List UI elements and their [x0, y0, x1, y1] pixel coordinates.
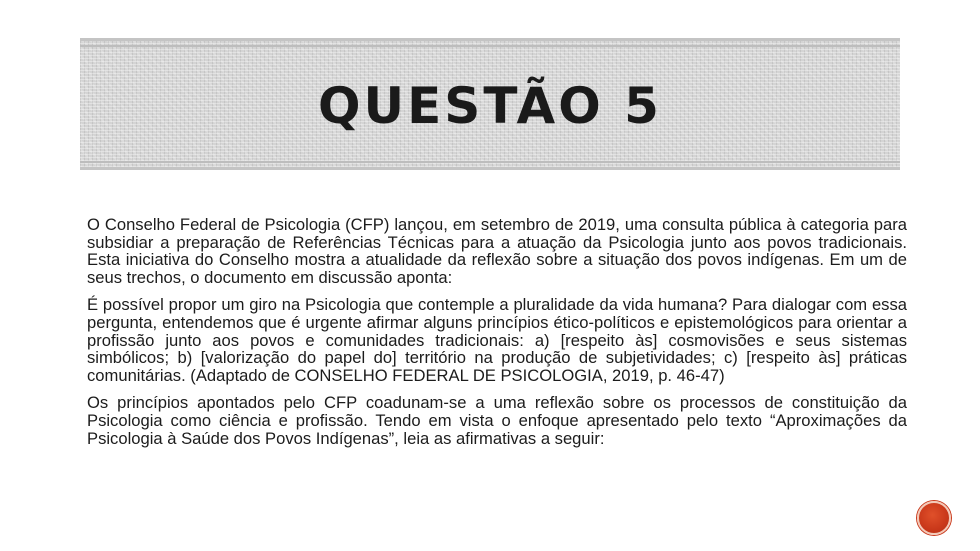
paragraph-instruction: Os princípios apontados pelo CFP coadunam-se a uma reflexão sobre os processos de constituição da Psicologia como ciência e profissão. Tendo em vista o enfoque apresentado pelo texto “Aproximações da Psicologia à Saúde dos Povos Indígenas”, leia as afirmativas a seguir:	[87, 393, 907, 448]
paragraph-quote: É possível propor um giro na Psicologia que contemple a pluralidade da vida humana? Para dialogar com essa pergunta, entendemos que é urgente afirmar alguns princípios ético-políticos e epistemológicos para orientar a profissão junto aos povos e comunidades tradicionais: a) [respeito às] cosmovisões e seus sistemas simbólicos; b) [valorização do papel do] território na produção de subjetividades; c) [respeito às] práticas comunitárias. (Adaptado de CONSELHO FEDERAL DE PSICOLOGIA, 2019, p. 46-47)	[87, 295, 907, 385]
slide-title: QUESTÃO 5	[318, 77, 662, 135]
slide-nav-circle-button[interactable]	[917, 501, 951, 535]
paragraph-intro: O Conselho Federal de Psicologia (CFP) lançou, em setembro de 2019, uma consulta pública à categoria para subsidiar a preparação de Referências Técnicas para a atuação da Psicologia junto aos povos tradicionais. Esta iniciativa do Conselho mostra a atualidade da reflexão sobre a situação dos povos indígenas. Em um de seus trechos, o documento em discussão aponta:	[87, 215, 907, 287]
slide-content	[87, 216, 907, 457]
